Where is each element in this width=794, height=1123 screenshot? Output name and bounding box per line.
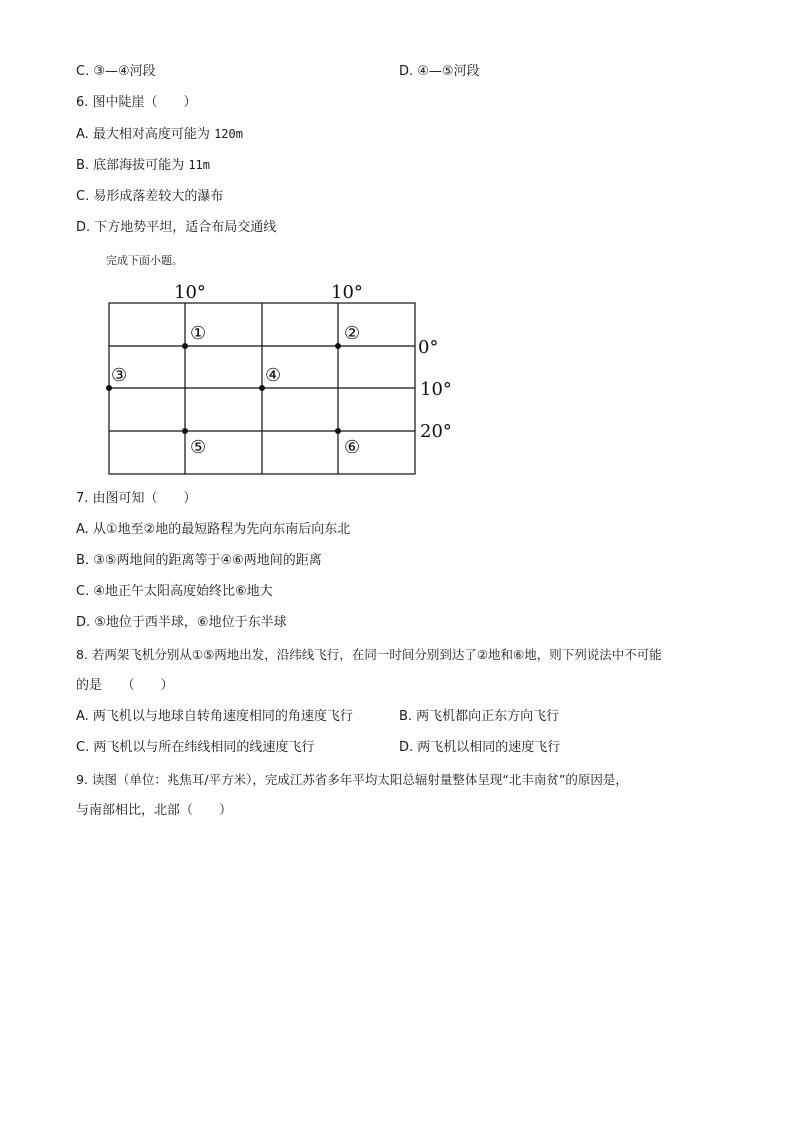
point-6-dot [335,428,341,434]
q8-stem-line-2: 的是 （ ） [76,678,174,693]
longitude-label-1: 10° [174,282,206,303]
q7-option-b: B. ③⑤两地间的距离等于④⑥两地间的距离 [76,553,322,568]
q8-stem-line-1: 8. 若两架飞机分别从①⑤两地出发，沿纬线飞行，在同一时间分别到达了②地和⑥地，则下列说法中不可能 [76,647,662,662]
q6-stem: 6. 图中陡崖（ ） [76,95,197,110]
q8-option-d: D. 两飞机以相同的速度飞行 [399,740,561,755]
point-2-dot [335,343,341,349]
q6-option-a [76,124,243,145]
q7-option-d: D. ⑤地位于西半球，⑥地位于东半球 [76,615,287,630]
q6-option-b [76,155,210,176]
point-1-dot [182,343,188,349]
q6-option-a-text: A. 最大相对高度可能为 [76,127,215,142]
q7-option-c: C. ④地正午太阳高度始终比⑥地大 [76,584,273,599]
instruction-text: 完成下面小题。 [106,254,183,267]
q6-option-c: C. 易形成落差较大的瀑布 [76,189,224,204]
q5-option-c: C. ③—④河段 [76,64,156,79]
q6-option-b-value: 11m [188,158,211,172]
q9-stem-line-2: 与南部相比，北部（ ） [76,803,233,818]
q7-option-a: A. 从①地至②地的最短路程为先向东南后向东北 [76,522,351,537]
q5-option-d: D. ④—⑤河段 [399,64,480,79]
q7-stem: 7. 由图可知（ ） [76,491,197,506]
point-4-label: ④ [265,365,282,386]
latlon-grid-figure [100,278,460,478]
q6-option-d: D. 下方地势平坦，适合布局交通线 [76,220,277,235]
q6-option-a-value: 120m [214,127,243,141]
point-5-label: ⑤ [190,437,207,458]
q6-option-b-text: B. 底部海拔可能为 [76,158,189,173]
point-1-label: ① [190,323,207,344]
q9-stem-line-1: 9. 读图（单位：兆焦耳/平方米），完成江苏省多年平均太阳总辐射量整体呈现“北丰南贫”的原因是， [76,772,628,787]
point-6-label: ⑥ [344,437,361,458]
point-2-label: ② [344,323,361,344]
q8-option-c: C. 两飞机以与所在纬线相同的线速度飞行 [76,740,315,755]
point-5-dot [182,428,188,434]
latitude-label-20: 20° [420,421,452,442]
point-3-label: ③ [111,365,128,386]
latitude-label-10: 10° [420,379,452,400]
q8-option-a: A. 两飞机以与地球自转角速度相同的角速度飞行 [76,709,353,724]
longitude-label-2: 10° [331,282,363,303]
q8-option-b: B. 两飞机都向正东方向飞行 [399,709,560,724]
latitude-label-0: 0° [418,337,439,358]
